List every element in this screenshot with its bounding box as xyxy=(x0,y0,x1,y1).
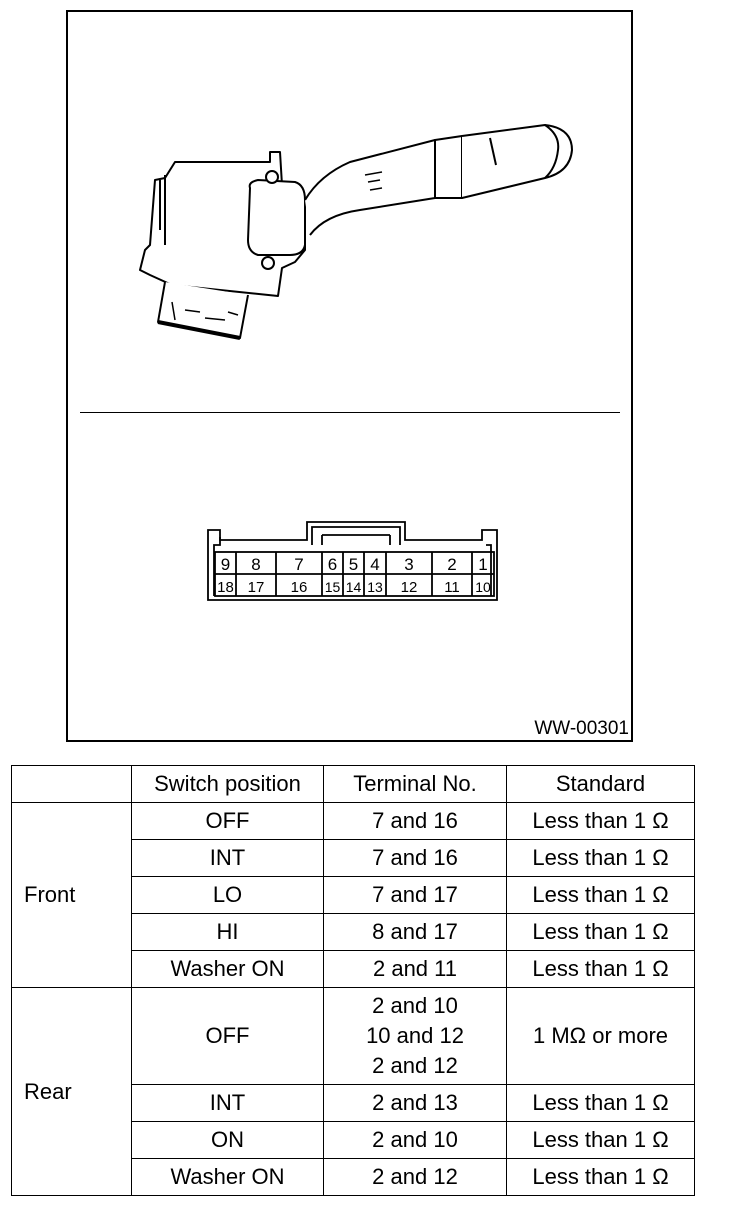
switch-position-cell: LO xyxy=(132,877,324,914)
terminal-cell: 2 and 13 xyxy=(324,1085,507,1122)
standard-cell: Less than 1 Ω xyxy=(507,1159,695,1196)
terminal-cell: 7 and 16 xyxy=(324,803,507,840)
terminal-pair: 10 and 12 xyxy=(366,1023,464,1048)
standard-cell: Less than 1 Ω xyxy=(507,1122,695,1159)
switch-position-cell: HI xyxy=(132,914,324,951)
pin-label: 11 xyxy=(444,579,460,596)
inspection-table xyxy=(11,765,695,1196)
group-label-rear: Rear xyxy=(12,988,132,1196)
header-cell: Standard xyxy=(507,766,695,803)
pin-label: 16 xyxy=(290,579,308,596)
terminal-cell: 7 and 17 xyxy=(324,877,507,914)
pin-label: 2 xyxy=(447,555,457,574)
pin-label: 15 xyxy=(324,579,341,595)
table-header-row xyxy=(12,766,695,803)
switch-position-cell: Washer ON xyxy=(132,951,324,988)
pin-label: 10 xyxy=(475,579,491,595)
group-label-front: Front xyxy=(12,803,132,988)
switch-position-cell: INT xyxy=(132,840,324,877)
pin-label: 6 xyxy=(327,555,338,574)
pin-label: 14 xyxy=(345,579,362,595)
terminal-pair: 2 and 12 xyxy=(372,1053,458,1078)
terminal-cell: 8 and 17 xyxy=(324,914,507,951)
pin-label: 13 xyxy=(367,579,383,595)
pin-label: 8 xyxy=(251,555,261,574)
header-cell: Switch position xyxy=(132,766,324,803)
pin-label: 3 xyxy=(404,555,414,574)
pin-label: 9 xyxy=(220,555,231,574)
switch-position-cell: INT xyxy=(132,1085,324,1122)
terminal-pair: 2 and 10 xyxy=(372,993,458,1018)
pin-label: 4 xyxy=(370,555,380,574)
terminal-cell: 2 and 10 xyxy=(324,1122,507,1159)
pin-label: 1 xyxy=(478,555,488,574)
standard-cell: Less than 1 Ω xyxy=(507,803,695,840)
terminal-cell: 2 and 12 xyxy=(324,1159,507,1196)
standard-cell: Less than 1 Ω xyxy=(507,1085,695,1122)
pin-label: 12 xyxy=(400,579,418,596)
standard-cell: Less than 1 Ω xyxy=(507,914,695,951)
standard-cell: Less than 1 Ω xyxy=(507,840,695,877)
pin-label: 7 xyxy=(294,555,304,574)
pin-label: 17 xyxy=(247,579,265,596)
standard-cell: 1 MΩ or more xyxy=(507,988,695,1085)
switch-position-cell: Washer ON xyxy=(132,1159,324,1196)
standard-cell: Less than 1 Ω xyxy=(507,951,695,988)
header-cell: Terminal No. xyxy=(324,766,507,803)
pin-label: 18 xyxy=(217,579,234,596)
figure-divider xyxy=(80,412,620,413)
switch-position-cell: OFF xyxy=(132,988,324,1085)
switch-position-cell: OFF xyxy=(132,803,324,840)
terminal-cell xyxy=(324,988,507,1085)
switch-position-cell: ON xyxy=(132,1122,324,1159)
terminal-cell: 2 and 11 xyxy=(324,951,507,988)
table-row xyxy=(12,803,695,840)
standard-cell: Less than 1 Ω xyxy=(507,877,695,914)
figure-id-label: WW-00301 xyxy=(534,718,629,739)
combination-switch-drawing xyxy=(140,125,572,338)
pin-label: 5 xyxy=(348,555,359,574)
header-cell xyxy=(12,766,132,803)
terminal-cell: 7 and 16 xyxy=(324,840,507,877)
table-row xyxy=(12,988,695,1085)
